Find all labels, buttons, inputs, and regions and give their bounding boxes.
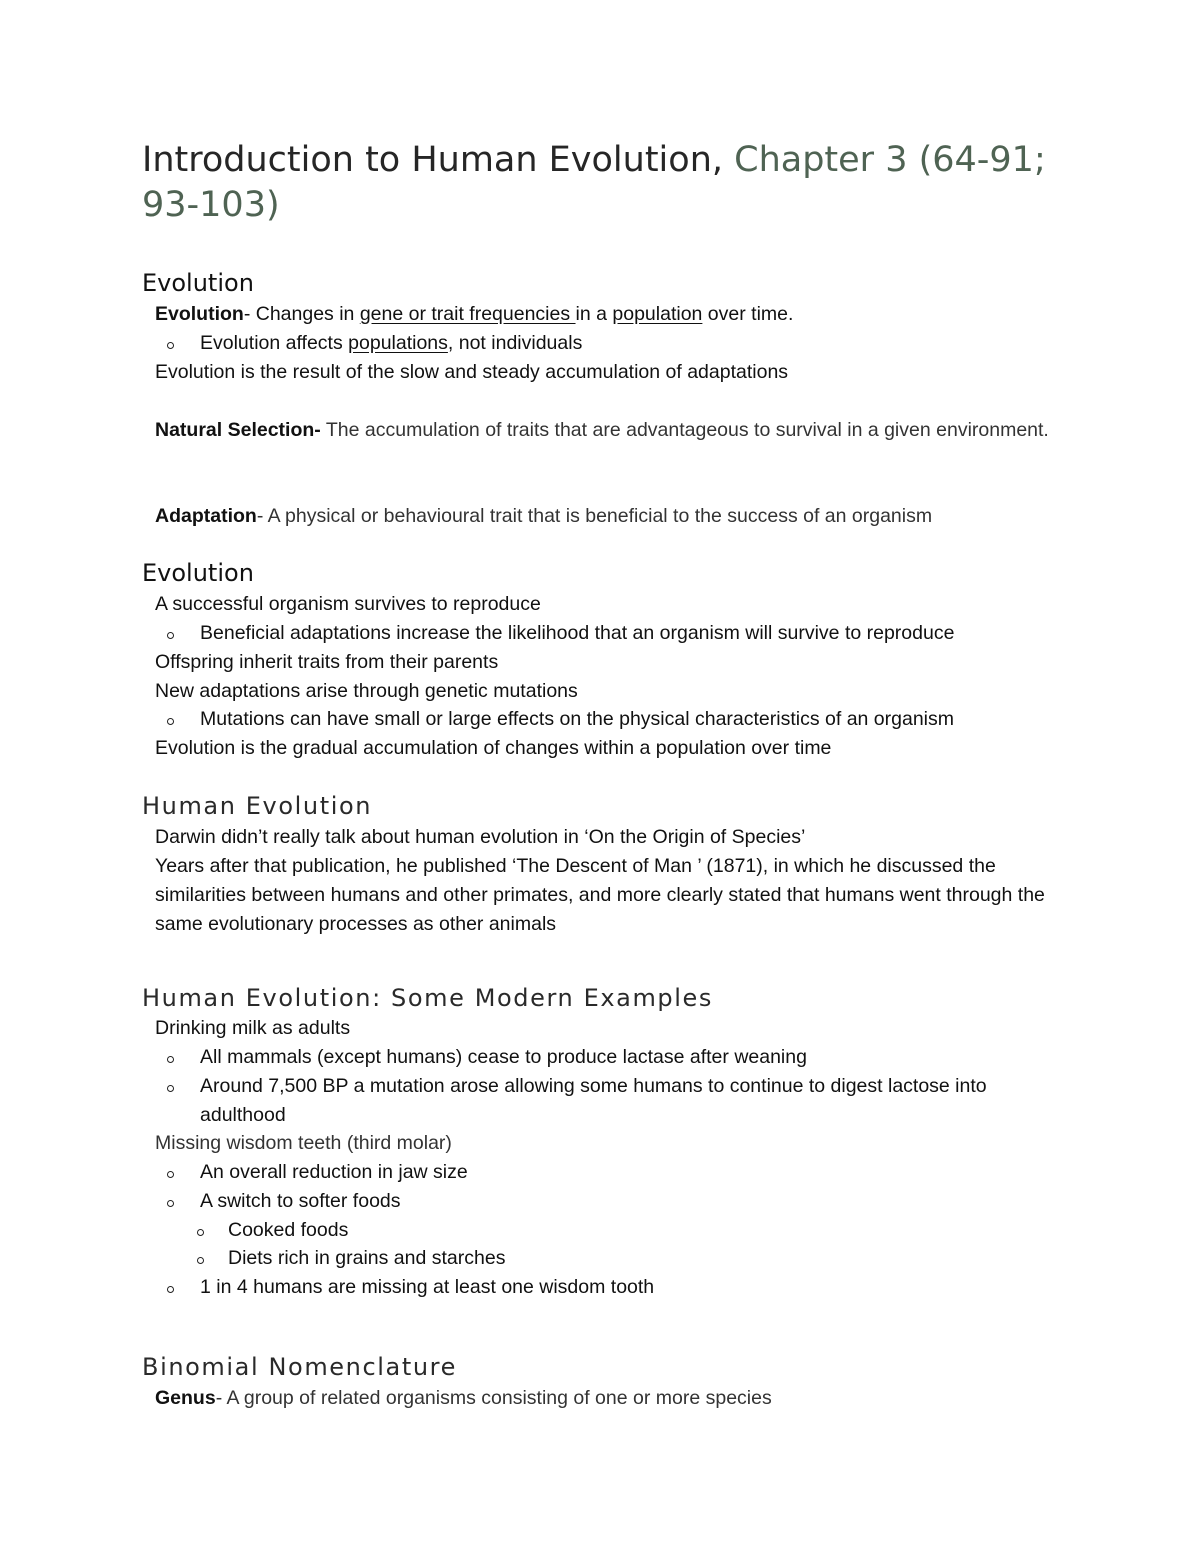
gene-or-trait-frequencies: gene or trait frequencies — [359, 303, 576, 325]
list-item — [200, 329, 1080, 358]
list-item: Around 7,500 BP a mutation arose allowing some humans to continue to digest lactose into adulthood — [200, 1075, 987, 1126]
list-item: Beneficial adaptations increase the likelihood that an organism will survive to reproduce — [200, 622, 955, 644]
evolution-definition — [155, 300, 1075, 329]
genus-text: - A group of related organisms consisting of one or more species — [215, 1387, 772, 1409]
term-genus: Genus — [155, 1387, 216, 1409]
list-item: Missing wisdom teeth (third molar) — [155, 1132, 452, 1154]
bullet-icon — [163, 705, 177, 734]
term-natural-selection: Natural Selection- — [155, 419, 321, 441]
evolution-result-line: Evolution is the result of the slow and steady accumulation of adaptations — [155, 361, 789, 383]
list-item: All mammals (except humans) cease to produce lactase after weaning — [200, 1046, 807, 1068]
adaptation-text: - A physical or behavioural trait that is beneficial to the success of an organism — [256, 505, 933, 527]
section-heading-modern-examples: Human Evolution: Some Modern Examples — [142, 984, 713, 1012]
bullet-text-post: , not individuals — [447, 332, 583, 354]
section-heading-evolution-1: Evolution — [142, 269, 254, 297]
bullet-icon — [163, 329, 177, 358]
def-text-3: over time. — [702, 303, 794, 325]
def-text-2: in a — [575, 303, 613, 325]
bullet-icon — [163, 1072, 177, 1101]
list-item: A successful organism survives to reproduce — [155, 593, 541, 615]
list-item: Mutations can have small or large effects on the physical characteristics of an organism — [200, 708, 955, 730]
document-title — [142, 138, 1082, 228]
natural-selection-text: The accumulation of traits that are advantageous to survival in a given environment. — [320, 419, 1049, 441]
list-item: Drinking milk as adults — [155, 1017, 351, 1039]
list-item: Darwin didn’t really talk about human evolution in ‘On the Origin of Species’ — [155, 826, 806, 848]
bullet-icon — [193, 1216, 207, 1245]
bullet-icon — [163, 1273, 177, 1302]
population-underlined: population — [612, 303, 703, 325]
list-item: Cooked foods — [228, 1219, 349, 1241]
bullet-icon — [163, 1187, 177, 1216]
bullet-icon — [163, 619, 177, 648]
genus-definition — [155, 1384, 1075, 1413]
adaptation-definition — [155, 502, 1075, 531]
section-heading-binomial-nomenclature: Binomial Nomenclature — [142, 1353, 457, 1381]
term-evolution: Evolution — [155, 303, 244, 325]
list-item: 1 in 4 humans are missing at least one wisdom tooth — [200, 1276, 655, 1298]
def-text-1: - Changes in — [243, 303, 360, 325]
section-heading-human-evolution: Human Evolution — [142, 792, 373, 820]
list-item: Years after that publication, he published ‘The Descent of Man ’ (1871), in which he discussed the similarities between humans and other primates, and more clearly stated that humans went through the same evolutionary processes as other animals — [155, 855, 1045, 935]
title-main: Introduction to Human Evolution, — [142, 140, 735, 180]
list-item: Offspring inherit traits from their parents — [155, 651, 499, 673]
bullet-text-pre: Evolution affects — [200, 332, 349, 354]
list-item: Evolution is the gradual accumulation of changes within a population over time — [155, 737, 832, 759]
populations-underlined: populations — [348, 332, 448, 354]
term-adaptation: Adaptation — [155, 505, 257, 527]
list-item: An overall reduction in jaw size — [200, 1161, 468, 1183]
bullet-icon — [163, 1158, 177, 1187]
list-item: A switch to softer foods — [200, 1190, 401, 1212]
bullet-icon — [193, 1244, 207, 1273]
natural-selection-definition — [155, 416, 1075, 445]
section-heading-evolution-2: Evolution — [142, 559, 254, 587]
list-item: Diets rich in grains and starches — [228, 1247, 506, 1269]
title-chapter-pages: Chapter 3 (64-91; 93-103) — [142, 140, 1046, 225]
list-item: New adaptations arise through genetic mutations — [155, 680, 578, 702]
bullet-icon — [163, 1043, 177, 1072]
